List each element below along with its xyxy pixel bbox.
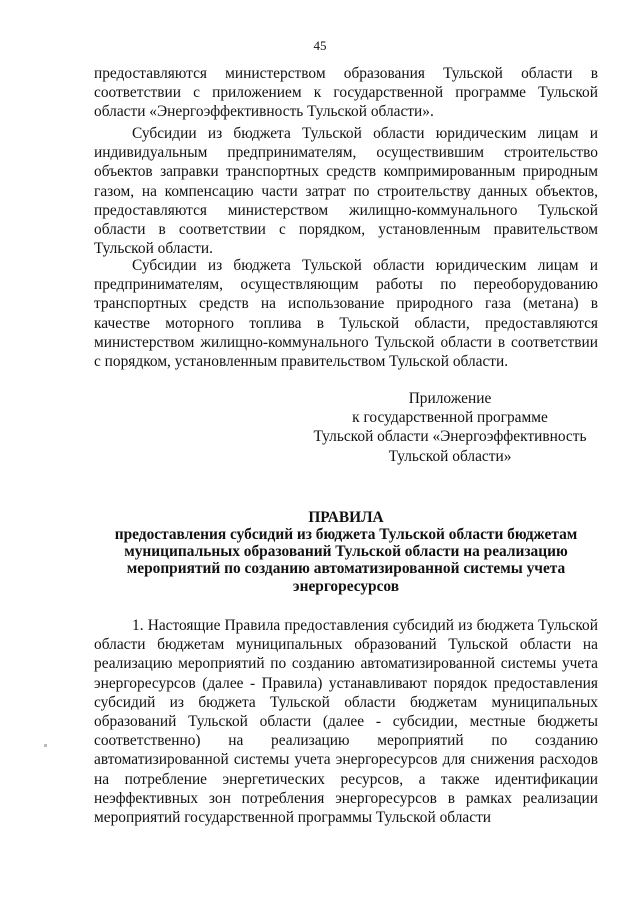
paragraph-rules-clause-1: 1. Настоящие Правила предоставления субсидий из бюджета Тульской области бюджетам муниципальных образований Тульской области на реализацию мероприятий по созданию автоматизированной системы учета энергоресурсов (далее - Правила) устанавливают порядок предоставления субсидий из бюджета Тульской области бюджетам муниципальных образований Тульской области (далее - субсидии, местные бюджеты соответственно) на реализацию мероприятий по созданию автоматизированной системы учета энергоресурсов для снижения расходов на потребление энергетических ресурсов, а также идентификации неэффективных зон потребления энергоресурсов в рамках реализации мероприятий государственной программы Тульской области	[94, 617, 598, 827]
paragraph-continuation: предоставляются министерством образования Тульской области в соответствии с приложением к государственной программе Тульской области «Энергоэффективность Тульской области».	[94, 65, 598, 121]
appendix-line-3: Тульской области «Энергоэффективность	[313, 428, 587, 446]
appendix-line-1: Приложение	[408, 390, 492, 407]
page-number: 45	[313, 38, 327, 53]
appendix-line-4: Тульской области»	[388, 447, 512, 465]
rules-subtitle: предоставления субсидий из бюджета Тульской области бюджетам муниципальных образований Тульской области на реализацию мероприятий по созданию автоматизированной системы учета энергоресурсов	[114, 526, 578, 595]
rules-title: ПРАВИЛА	[308, 509, 384, 526]
paragraph-subsidies-vehicle-conversion: Субсидии из бюджета Тульской области юридическим лицам и предпринимателям, осуществляющим работы по переоборудованию транспортных средств на использование природного газа (метана) в качестве моторного топлива в Тульской области, предоставляются министерством жилищно-коммунального Тульской области в соответствии с порядком, установленным правительством Тульской области.	[94, 257, 598, 371]
appendix-reference	[300, 389, 600, 466]
appendix-line-2: к государственной программе	[352, 409, 548, 427]
scan-artifact-mark	[44, 744, 47, 747]
paragraph-subsidies-gas-stations: Субсидии из бюджета Тульской области юридическим лицам и индивидуальным предпринимателям, осуществившим строительство объектов заправки транспортных средств компримированным природным газом, на компенсацию части затрат по строительству данных объектов, предоставляются министерством жилищно-коммунального Тульской области в соответствии с порядком, установленным правительством Тульской области.	[94, 125, 598, 258]
